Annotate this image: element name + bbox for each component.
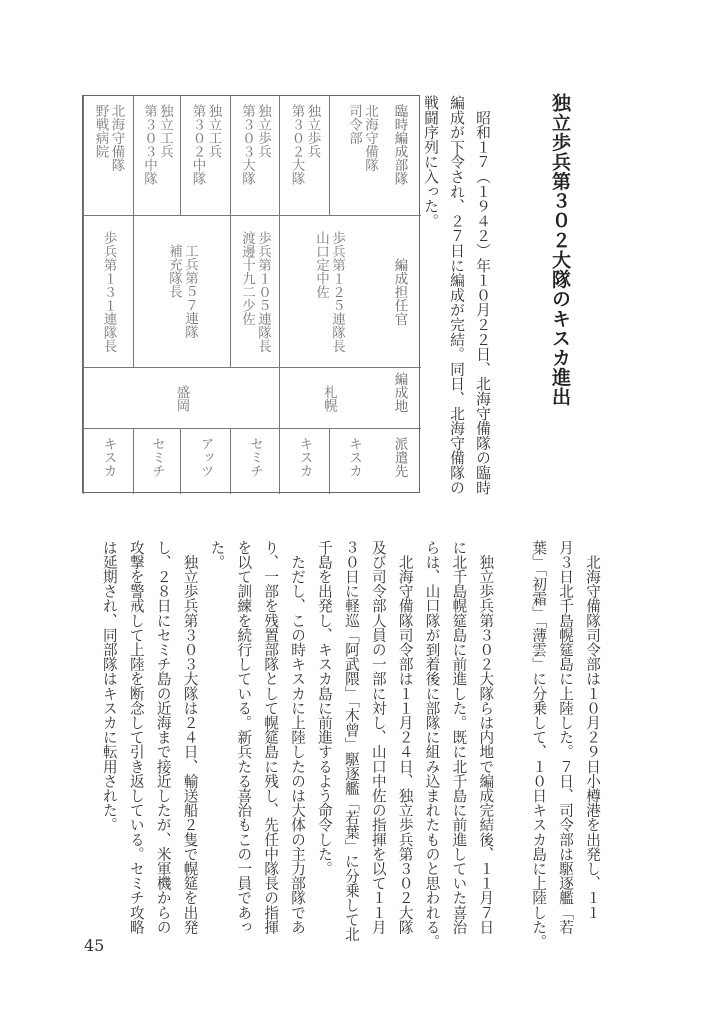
unit-cell: 独立歩兵 第３０３大隊 [230,96,279,216]
officer-cell: 歩兵第１３１連隊長 [83,216,133,368]
unit-cell: 北海守備隊 司令部 [329,96,378,216]
body-line: 独立歩兵第３０２大隊らは内地で編成完結後、１１月７日 [477,540,495,935]
officer-cell: 歩兵第１２５連隊長 山口定中佐 [279,216,378,368]
body-line: らは、山口隊が到着後に部隊に組み込まれたものと思われる。 [423,540,441,949]
destination-cell: キスカ [279,429,329,494]
intro-line: 戦闘序列に入った。 [422,95,439,229]
body-line: 千島を出発し、キスカ島に前進するよう命令した。 [315,540,333,876]
body-line: り、一部を残置部隊として幌筵島に残し、先任中隊長の指揮 [262,540,280,935]
officer-cell: 工兵第５７連隊 補充隊長 [133,216,230,368]
body-line: 葉」「初霜」「薄雲」に分乗して、１０日キスカ島に上陸した。 [530,540,548,949]
place-cell: 札幌 [279,368,378,429]
body-line: 攻撃を警戒して上陸を断念して引き返している。セミチ攻略 [127,540,145,935]
unit-cell: 独立歩兵 第３０２大隊 [279,96,329,216]
body-line: た。 [208,540,226,570]
header-unit: 臨時編成部隊 [378,96,421,216]
formation-table [82,95,420,493]
body-line: ３０日に軽巡「阿武隈」「木曾」駆逐艦「若葉」に分乗して北 [342,540,360,942]
header-destination: 派遣先 [391,437,408,478]
destination-cell: セミチ [230,429,279,494]
intro-line: 編成が下令され、２７日に編成が完結。同日、北海守備隊の [448,95,465,495]
body-line: 独立歩兵第３０３大隊は２４日、輸送船２隻で幌筵を出発 [181,540,199,935]
body-line: 及び司令部人員の一部に対し、山口中佐の指揮を以て１１月 [369,540,387,935]
unit-cell: 北海守備隊 野戦病院 [83,96,133,216]
destination-cell: アッツ [180,429,230,494]
unit-cell: 独立工兵 第３０３中隊 [133,96,180,216]
body-line: は延期され、同部隊はキスカに転用された。 [100,540,118,832]
section-title: 独立歩兵第３０２大隊のキスカ進出 [549,93,571,407]
intro-line: 昭和１７（１９４２）年１０月２２日、北海守備隊の臨時 [474,95,491,495]
header-place: 編成地 [378,368,421,429]
place-cell: 盛岡 [83,368,279,429]
intro-paragraph [417,95,495,505]
destination-cell: キスカ [329,429,378,494]
header-officer: 編成担任官 [378,216,421,368]
body-line: に北千島幌筵島に前進した。既に北千島に前進していた喜治 [450,540,468,935]
body-line: し、２８日にセミチ島の近海まで接近したが、米軍機からの [154,540,172,935]
officer-cell: 歩兵第１０５連隊長 渡邊十九二少佐 [230,216,279,368]
body-line: を以て訓練を続行している。新兵たる喜治もこの一員であっ [235,540,253,935]
body-line: 北海守備隊司令部は１０月２９日小樽港を出発し、１１ [584,540,601,920]
body-line: 月３日北千島幌筵島に上陸した。７日、司令部は駆逐艦「若 [557,540,575,935]
body-text [95,540,605,949]
unit-cell: 独立工兵 第３０２中隊 [180,96,230,216]
page-number: 45 [84,936,105,955]
destination-cell: キスカ [83,429,133,494]
body-line: 北海守備隊司令部は１１月２４日、独立歩兵第３０２大隊 [396,540,414,935]
body-line: ただし、この時キスカに上陸したのは大体の主力部隊であ [289,540,307,935]
destination-cell: セミチ [133,429,180,494]
